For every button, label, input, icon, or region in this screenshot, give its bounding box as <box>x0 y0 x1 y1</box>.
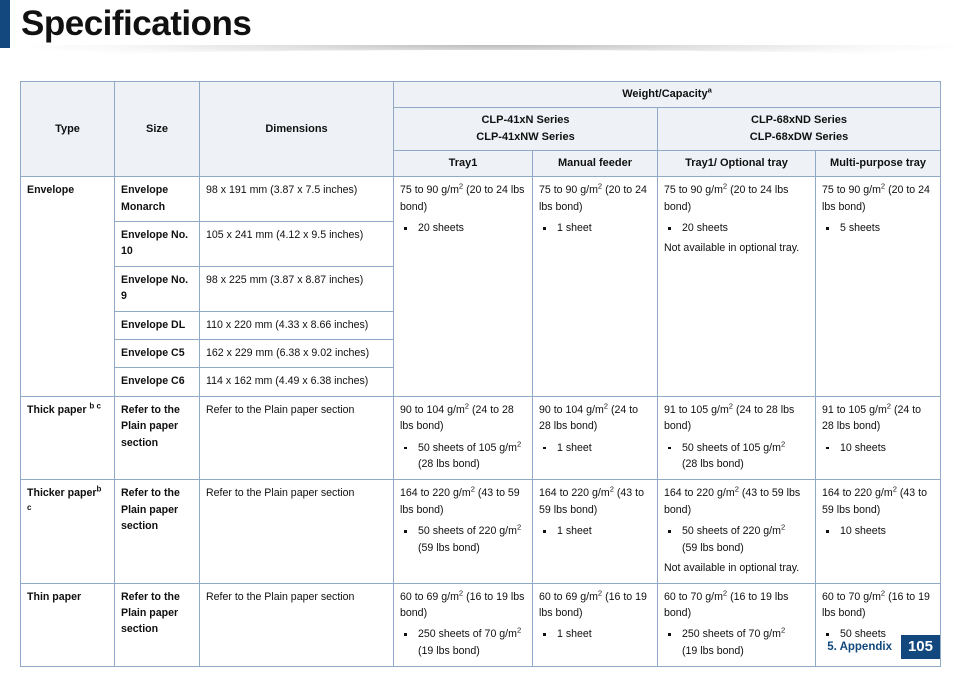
weight-value <box>664 402 809 435</box>
cell-tray1 <box>394 480 533 583</box>
bullet-unit: m <box>508 525 517 538</box>
table-row <box>21 396 941 480</box>
column-header-size: Size <box>115 82 200 177</box>
cell-size: Refer to the Plain paper section <box>115 583 200 667</box>
weight-exponent: 2 <box>722 587 728 597</box>
weight-value <box>400 485 526 518</box>
capacity-list <box>400 220 526 236</box>
capacity-list <box>539 440 651 456</box>
weight-pre: 60 to 69 g/m <box>539 590 598 603</box>
cell-dimensions: Refer to the Plain paper section <box>200 480 394 583</box>
capacity-list <box>539 220 651 236</box>
cell-tray1-optional <box>658 480 816 583</box>
weight-pre: 164 to 220 g/m <box>539 487 610 500</box>
cell-size: Envelope No. 9 <box>115 266 200 311</box>
column-header-group-clp41x <box>394 108 658 151</box>
group-clp41x-line2: CLP-41xNW Series <box>476 131 575 144</box>
cell-dimensions: 98 x 191 mm (3.87 x 7.5 inches) <box>200 177 394 222</box>
weight-value <box>822 182 934 215</box>
weight-value <box>539 485 651 518</box>
list-item: 20 sheets <box>666 220 809 236</box>
weight-exponent: 2 <box>880 587 886 597</box>
cell-note: Not available in optional tray. <box>664 242 800 255</box>
cell-tray1-optional <box>658 396 816 480</box>
capacity-list <box>822 440 934 456</box>
weight-post: (24 to 28 lbs bond) <box>822 403 922 433</box>
weight-post: (20 to 24 lbs bond) <box>664 184 789 213</box>
title-separator <box>30 45 954 59</box>
cell-type <box>21 480 115 583</box>
cell-dimensions: 162 x 229 mm (6.38 x 9.02 inches) <box>200 340 394 368</box>
weight-pre: 60 to 69 g/m <box>400 590 459 603</box>
capacity-list <box>664 626 809 659</box>
list-item: 50 sheets <box>824 626 934 642</box>
specifications-table <box>20 81 941 667</box>
list-item: 10 sheets <box>824 523 934 539</box>
bullet-exponent: 2 <box>780 522 786 532</box>
bullet-exponent: 2 <box>516 625 522 635</box>
weight-post: (24 to 28 lbs bond) <box>539 403 639 433</box>
capacity-list <box>664 220 809 236</box>
weight-pre: 75 to 90 g/m <box>539 184 598 197</box>
table-row <box>21 177 941 222</box>
weight-exponent: 2 <box>886 401 892 411</box>
weight-pre: 90 to 104 g/m <box>539 403 604 416</box>
cell-size: Envelope DL <box>115 311 200 339</box>
weight-pre: 91 to 105 g/m <box>664 403 729 416</box>
weight-post: (24 to 28 lbs bond) <box>664 403 795 433</box>
weight-exponent: 2 <box>609 484 614 494</box>
list-item <box>402 440 526 473</box>
weight-post: (24 to 28 lbs bond) <box>400 403 514 433</box>
list-item: 1 sheet <box>541 626 651 642</box>
column-header-dimensions: Dimensions <box>200 82 394 177</box>
weight-value <box>664 485 809 518</box>
page-title-block <box>0 0 954 48</box>
list-item <box>402 626 526 659</box>
column-header-manual-feeder: Manual feeder <box>533 151 658 177</box>
cell-manual-feeder <box>533 396 658 480</box>
weight-capacity-label: Weight/Capacity <box>622 88 708 100</box>
list-item <box>666 440 809 473</box>
weight-exponent: 2 <box>597 181 603 191</box>
type-label: Envelope <box>27 184 75 197</box>
table-row <box>21 583 941 667</box>
weight-pre: 75 to 90 g/m <box>400 184 459 197</box>
capacity-list <box>400 626 526 659</box>
group-clp68x-line1: CLP-68xND Series <box>751 114 848 127</box>
cell-type <box>21 583 115 667</box>
weight-pre: 164 to 220 g/m <box>822 487 893 500</box>
cell-multipurpose-tray <box>816 480 941 583</box>
weight-exponent: 2 <box>892 484 897 494</box>
weight-value <box>400 182 526 215</box>
weight-value <box>539 182 651 215</box>
weight-exponent: 2 <box>458 587 464 597</box>
page-title: Specifications <box>21 4 252 43</box>
weight-post: (43 to 59 lbs bond) <box>539 487 644 516</box>
weight-post: (16 to 19 lbs bond) <box>539 590 647 619</box>
weight-pre: 164 to 220 g/m <box>664 487 735 500</box>
weight-exponent: 2 <box>734 484 739 494</box>
column-header-multipurpose-tray: Multi-purpose tray <box>816 151 941 177</box>
weight-post: (16 to 19 lbs bond) <box>664 590 789 619</box>
bullet-exponent: 2 <box>516 439 522 449</box>
cell-multipurpose-tray <box>816 177 941 397</box>
weight-post: (20 to 24 lbs bond) <box>400 184 525 213</box>
cell-dimensions: 105 x 241 mm (4.12 x 9.5 inches) <box>200 222 394 267</box>
weight-exponent: 2 <box>464 401 470 411</box>
cell-size: Refer to the Plain paper section <box>115 480 200 583</box>
weight-pre: 90 to 104 g/m <box>400 403 465 416</box>
type-footnote-marker: b c <box>89 401 101 411</box>
weight-exponent: 2 <box>880 181 886 191</box>
type-label: Thicker paper <box>27 487 97 500</box>
list-item: 1 sheet <box>541 220 651 236</box>
weight-pre: 60 to 70 g/m <box>664 590 723 603</box>
cell-dimensions: Refer to the Plain paper section <box>200 396 394 480</box>
weight-value <box>400 589 526 622</box>
weight-exponent: 2 <box>458 181 464 191</box>
weight-exponent: 2 <box>603 401 609 411</box>
weight-exponent: 2 <box>470 484 475 494</box>
list-item <box>666 626 809 659</box>
cell-dimensions: 114 x 162 mm (4.49 x 6.38 inches) <box>200 368 394 396</box>
capacity-list <box>822 523 934 539</box>
bullet-post: (59 lbs bond) <box>682 541 744 554</box>
cell-tray1 <box>394 396 533 480</box>
bullet-post: (19 lbs bond) <box>418 644 480 657</box>
weight-pre: 75 to 90 g/m <box>664 184 723 197</box>
cell-size: Envelope Monarch <box>115 177 200 222</box>
bullet-pre: 250 sheets of 70 g/m <box>682 628 781 641</box>
header-row-1 <box>21 82 941 108</box>
weight-pre: 75 to 90 g/m <box>822 184 881 197</box>
weight-exponent: 2 <box>728 401 734 411</box>
capacity-list <box>400 440 526 473</box>
title-accent-bar <box>0 0 10 48</box>
cell-type <box>21 177 115 397</box>
cell-size: Envelope C6 <box>115 368 200 396</box>
column-header-weight-capacity <box>394 82 941 108</box>
weight-post: (43 to 59 lbs bond) <box>664 487 801 516</box>
column-header-tray1: Tray1 <box>394 151 533 177</box>
weight-post: (43 to 59 lbs bond) <box>822 487 927 516</box>
bullet-unit: m <box>508 628 517 641</box>
cell-manual-feeder <box>533 583 658 667</box>
bullet-pre: 50 sheets of 105 g/m <box>682 441 781 454</box>
table-row <box>21 480 941 583</box>
capacity-list <box>539 626 651 642</box>
weight-value <box>664 589 809 622</box>
weight-value <box>664 182 809 215</box>
bullet-unit: m <box>508 441 517 454</box>
cell-tray1-optional <box>658 583 816 667</box>
cell-multipurpose-tray <box>816 396 941 480</box>
weight-capacity-footnote-marker: a <box>707 85 712 95</box>
weight-value <box>400 402 526 435</box>
group-clp68x-line2: CLP-68xDW Series <box>749 131 849 144</box>
column-header-tray1-optional: Tray1/ Optional tray <box>658 151 816 177</box>
bullet-pre: 250 sheets of 70 g/ <box>418 628 509 641</box>
weight-pre: 60 to 70 g/m <box>822 590 881 603</box>
column-header-type: Type <box>21 82 115 177</box>
weight-value <box>822 485 934 518</box>
type-footnote-marker: b <box>96 484 102 494</box>
weight-post: (43 to 59 lbs bond) <box>400 487 520 516</box>
bullet-post: (19 lbs bond) <box>682 644 744 657</box>
bullet-exponent: 2 <box>516 522 522 532</box>
capacity-list <box>539 523 651 539</box>
cell-size: Refer to the Plain paper section <box>115 396 200 480</box>
type-label: Thin paper <box>27 590 82 603</box>
weight-post: (20 to 24 lbs bond) <box>822 184 930 213</box>
weight-post: (20 to 24 lbs bond) <box>539 184 647 213</box>
list-item <box>666 523 809 556</box>
table-body <box>21 177 941 667</box>
weight-exponent: 2 <box>597 587 603 597</box>
capacity-list <box>664 523 809 556</box>
type-footnote-marker-2: c <box>27 502 32 512</box>
bullet-exponent: 2 <box>780 439 786 449</box>
cell-note: Not available in optional tray. <box>664 562 800 575</box>
bullet-pre: 50 sheets of 105 g/ <box>418 441 509 454</box>
list-item <box>402 523 526 556</box>
weight-value <box>539 402 651 435</box>
weight-exponent: 2 <box>722 181 728 191</box>
list-item: 20 sheets <box>402 220 526 236</box>
weight-value <box>539 589 651 622</box>
bullet-exponent: 2 <box>780 625 786 635</box>
list-item: 10 sheets <box>824 440 934 456</box>
weight-pre: 91 to 105 g/m <box>822 403 887 416</box>
cell-manual-feeder <box>533 480 658 583</box>
bullet-pre: 50 sheets of 220 g/ <box>418 525 509 538</box>
capacity-list <box>400 523 526 556</box>
capacity-list <box>664 440 809 473</box>
cell-tray1 <box>394 583 533 667</box>
cell-size: Envelope C5 <box>115 340 200 368</box>
list-item: 5 sheets <box>824 220 934 236</box>
weight-value <box>822 402 934 435</box>
list-item: 1 sheet <box>541 523 651 539</box>
table-header <box>21 82 941 177</box>
bullet-pre: 50 sheets of 220 g/m <box>682 525 781 538</box>
list-item: 1 sheet <box>541 440 651 456</box>
weight-value <box>822 589 934 622</box>
bullet-post: (28 lbs bond) <box>682 458 744 471</box>
capacity-list <box>822 220 934 236</box>
weight-pre: 164 to 220 g/m <box>400 487 471 500</box>
cell-type <box>21 396 115 480</box>
footer-section-label: 5. Appendix <box>827 641 892 653</box>
bullet-post: (28 lbs bond) <box>418 458 480 471</box>
weight-post: (16 to 19 lbs bond) <box>400 590 525 619</box>
cell-manual-feeder <box>533 177 658 397</box>
group-clp41x-line1: CLP-41xN Series <box>481 114 570 127</box>
cell-dimensions: 98 x 225 mm (3.87 x 8.87 inches) <box>200 266 394 311</box>
cell-tray1 <box>394 177 533 397</box>
cell-size: Envelope No. 10 <box>115 222 200 267</box>
column-header-group-clp68x <box>658 108 941 151</box>
cell-dimensions: Refer to the Plain paper section <box>200 583 394 667</box>
page-footer <box>827 635 940 659</box>
bullet-post: (59 lbs bond) <box>418 541 480 554</box>
weight-post: (16 to 19 lbs bond) <box>822 590 930 619</box>
type-label: Thick paper <box>27 403 87 416</box>
page-number-badge: 105 <box>901 635 940 659</box>
cell-dimensions: 110 x 220 mm (4.33 x 8.66 inches) <box>200 311 394 339</box>
cell-tray1-optional <box>658 177 816 397</box>
